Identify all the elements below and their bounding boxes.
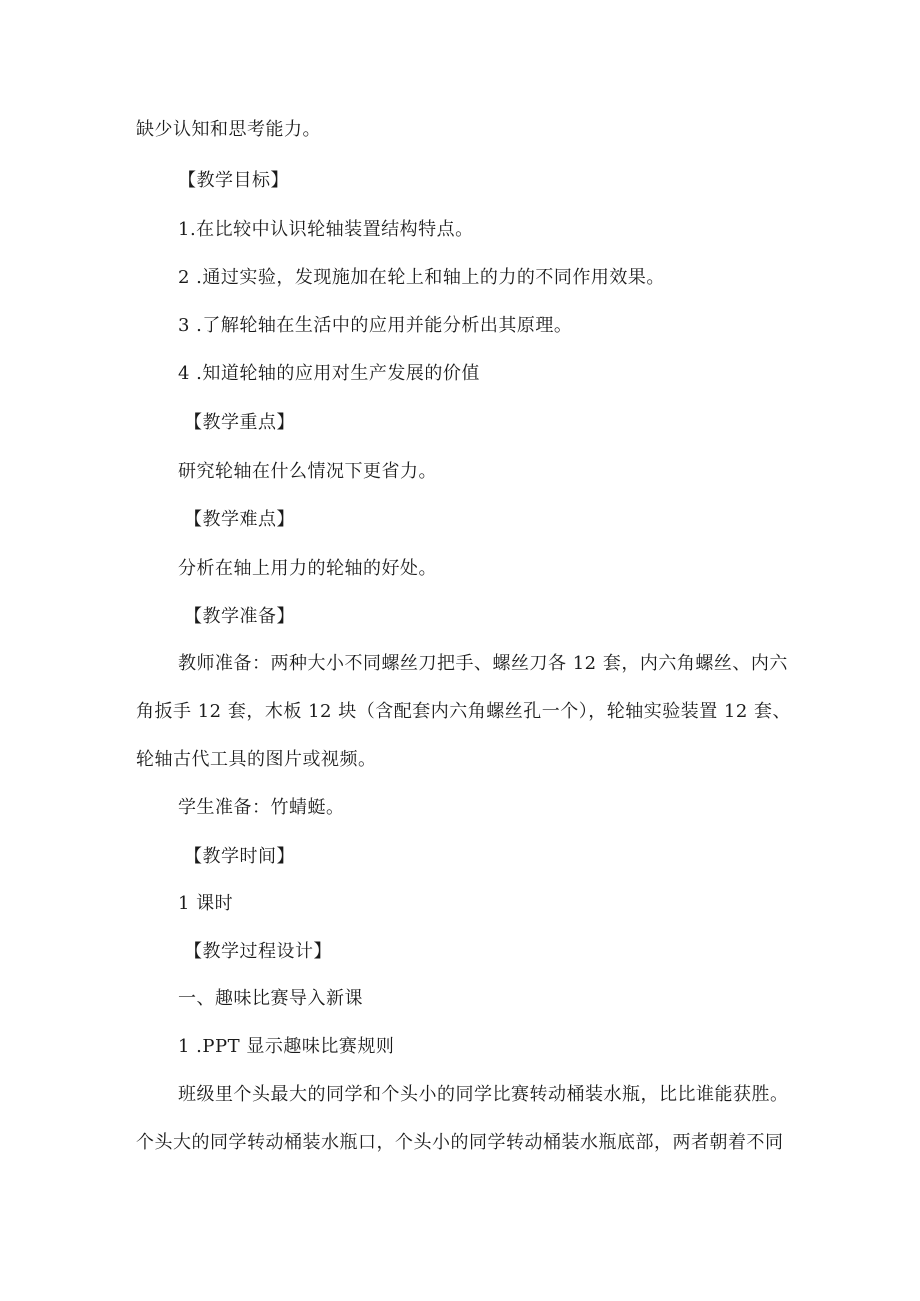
objective-item-2: 2 .通过实验，发现施加在轮上和轴上的力的不同作用效果。 <box>178 267 665 288</box>
student-preparation: 学生准备：竹蜻蜓。 <box>178 797 345 818</box>
section-heading-key-points: 【教学重点】 <box>184 412 295 433</box>
teacher-preparation-line-1: 教师准备：两种大小不同螺丝刀把手、螺丝刀各 12 套，内六角螺丝、内六 <box>178 653 788 674</box>
teacher-preparation-line-2: 角扳手 12 套，木板 12 块（含配套内六角螺丝孔一个），轮轴实验装置 12 套、 <box>136 701 792 722</box>
objective-item-1: 1.在比较中认识轮轴装置结构特点。 <box>178 219 474 240</box>
section-heading-preparation: 【教学准备】 <box>184 606 295 627</box>
teacher-preparation-line-3: 轮轴古代工具的图片或视频。 <box>136 749 377 770</box>
process-substep-1: 1 .PPT 显示趣味比赛规则 <box>178 1036 395 1057</box>
process-step-heading: 一、趣味比赛导入新课 <box>178 988 363 1009</box>
process-paragraph-line-2: 个头大的同学转动桶装水瓶口，个头小的同学转动桶装水瓶底部，两者朝着不同 <box>136 1132 784 1153</box>
section-heading-process: 【教学过程设计】 <box>184 941 332 962</box>
paragraph-continuation: 缺少认知和思考能力。 <box>136 119 321 140</box>
section-heading-objectives: 【教学目标】 <box>178 170 289 191</box>
objective-item-4: 4 .知道轮轴的应用对生产发展的价值 <box>178 363 480 384</box>
difficulties-text: 分析在轴上用力的轮轴的好处。 <box>178 558 437 579</box>
objective-item-3: 3 .了解轮轴在生活中的应用并能分析出其原理。 <box>178 315 573 336</box>
section-heading-difficulties: 【教学难点】 <box>184 509 295 530</box>
key-points-text: 研究轮轴在什么情况下更省力。 <box>178 461 437 482</box>
time-text: 1 课时 <box>178 893 234 914</box>
process-paragraph-line-1: 班级里个头最大的同学和个头小的同学比赛转动桶装水瓶，比比谁能获胜。 <box>178 1084 789 1105</box>
section-heading-time: 【教学时间】 <box>184 846 295 867</box>
